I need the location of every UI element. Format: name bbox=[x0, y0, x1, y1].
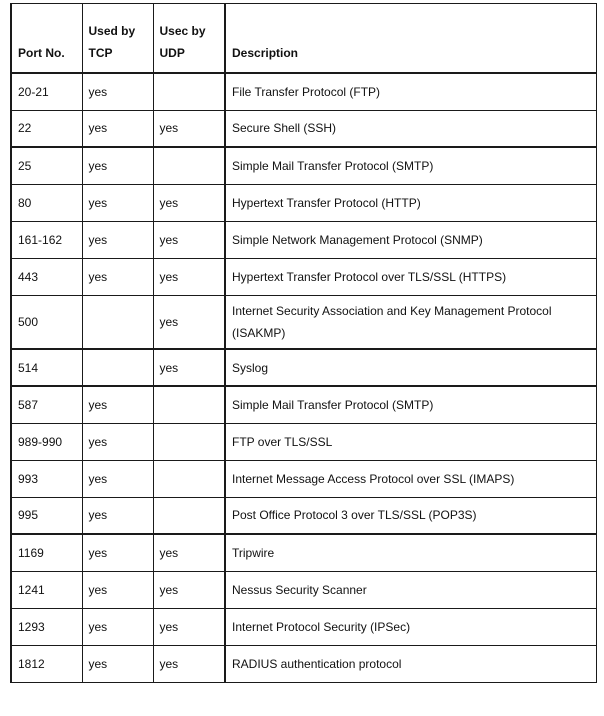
cell-used-by-udp: yes bbox=[153, 258, 225, 295]
cell-port-no: 587 bbox=[11, 386, 82, 423]
table-row bbox=[11, 460, 596, 497]
cell-used-by-tcp: yes bbox=[82, 423, 153, 460]
table-row bbox=[11, 295, 596, 349]
cell-used-by-udp: yes bbox=[153, 608, 225, 645]
table-row bbox=[11, 608, 596, 645]
cell-description: Post Office Protocol 3 over TLS/SSL (POP3S) bbox=[225, 497, 596, 534]
header-description: Description bbox=[225, 4, 596, 74]
table-row bbox=[11, 110, 596, 147]
cell-description: Nessus Security Scanner bbox=[225, 571, 596, 608]
cell-description: Tripwire bbox=[225, 534, 596, 571]
cell-used-by-udp: yes bbox=[153, 571, 225, 608]
cell-port-no: 25 bbox=[11, 147, 82, 184]
cell-port-no: 1812 bbox=[11, 645, 82, 682]
cell-used-by-udp bbox=[153, 460, 225, 497]
cell-port-no: 161-162 bbox=[11, 221, 82, 258]
cell-description: FTP over TLS/SSL bbox=[225, 423, 596, 460]
cell-port-no: 995 bbox=[11, 497, 82, 534]
cell-description: Simple Network Management Protocol (SNMP) bbox=[225, 221, 596, 258]
cell-used-by-udp bbox=[153, 497, 225, 534]
cell-port-no: 1169 bbox=[11, 534, 82, 571]
cell-used-by-udp bbox=[153, 73, 225, 110]
cell-used-by-tcp: yes bbox=[82, 571, 153, 608]
cell-used-by-tcp: yes bbox=[82, 73, 153, 110]
cell-used-by-tcp: yes bbox=[82, 460, 153, 497]
cell-used-by-udp bbox=[153, 423, 225, 460]
cell-used-by-udp: yes bbox=[153, 184, 225, 221]
cell-used-by-udp: yes bbox=[153, 534, 225, 571]
table-row bbox=[11, 258, 596, 295]
header-row bbox=[11, 4, 596, 74]
cell-used-by-tcp: yes bbox=[82, 184, 153, 221]
cell-port-no: 514 bbox=[11, 349, 82, 386]
table-row bbox=[11, 386, 596, 423]
table-header bbox=[11, 4, 596, 74]
cell-used-by-tcp bbox=[82, 349, 153, 386]
header-used-by-tcp: Used by TCP bbox=[82, 4, 153, 74]
cell-used-by-tcp: yes bbox=[82, 645, 153, 682]
cell-used-by-udp bbox=[153, 386, 225, 423]
cell-used-by-udp: yes bbox=[153, 221, 225, 258]
cell-description: Internet Message Access Protocol over SSL (IMAPS) bbox=[225, 460, 596, 497]
table-body bbox=[11, 73, 596, 682]
cell-description: RADIUS authentication protocol bbox=[225, 645, 596, 682]
cell-used-by-tcp: yes bbox=[82, 608, 153, 645]
cell-used-by-tcp: yes bbox=[82, 386, 153, 423]
table-row bbox=[11, 423, 596, 460]
cell-description: Internet Protocol Security (IPSec) bbox=[225, 608, 596, 645]
cell-description: Hypertext Transfer Protocol over TLS/SSL (HTTPS) bbox=[225, 258, 596, 295]
cell-used-by-tcp: yes bbox=[82, 258, 153, 295]
header-used-by-udp: Usec by UDP bbox=[153, 4, 225, 74]
cell-description: Internet Security Association and Key Management Protocol (ISAKMP) bbox=[225, 295, 596, 349]
cell-used-by-udp: yes bbox=[153, 349, 225, 386]
table-row bbox=[11, 73, 596, 110]
table-row bbox=[11, 534, 596, 571]
cell-port-no: 22 bbox=[11, 110, 82, 147]
cell-used-by-tcp: yes bbox=[82, 147, 153, 184]
cell-used-by-udp bbox=[153, 147, 225, 184]
table-row bbox=[11, 221, 596, 258]
cell-used-by-tcp: yes bbox=[82, 110, 153, 147]
cell-port-no: 1241 bbox=[11, 571, 82, 608]
cell-used-by-udp: yes bbox=[153, 295, 225, 349]
cell-description: Secure Shell (SSH) bbox=[225, 110, 596, 147]
cell-port-no: 500 bbox=[11, 295, 82, 349]
cell-port-no: 989-990 bbox=[11, 423, 82, 460]
table-row bbox=[11, 184, 596, 221]
cell-port-no: 1293 bbox=[11, 608, 82, 645]
cell-port-no: 80 bbox=[11, 184, 82, 221]
cell-port-no: 443 bbox=[11, 258, 82, 295]
cell-used-by-udp: yes bbox=[153, 645, 225, 682]
table-row bbox=[11, 349, 596, 386]
cell-description: Simple Mail Transfer Protocol (SMTP) bbox=[225, 386, 596, 423]
table-row bbox=[11, 147, 596, 184]
table-row bbox=[11, 645, 596, 682]
cell-description: Syslog bbox=[225, 349, 596, 386]
cell-description: Simple Mail Transfer Protocol (SMTP) bbox=[225, 147, 596, 184]
cell-used-by-tcp: yes bbox=[82, 221, 153, 258]
cell-used-by-tcp bbox=[82, 295, 153, 349]
cell-description: File Transfer Protocol (FTP) bbox=[225, 73, 596, 110]
table-row bbox=[11, 497, 596, 534]
header-port-no: Port No. bbox=[11, 4, 82, 74]
cell-port-no: 20-21 bbox=[11, 73, 82, 110]
port-table-container bbox=[10, 3, 597, 683]
cell-description: Hypertext Transfer Protocol (HTTP) bbox=[225, 184, 596, 221]
port-table bbox=[10, 3, 597, 683]
cell-port-no: 993 bbox=[11, 460, 82, 497]
cell-used-by-tcp: yes bbox=[82, 534, 153, 571]
table-row bbox=[11, 571, 596, 608]
cell-used-by-udp: yes bbox=[153, 110, 225, 147]
cell-used-by-tcp: yes bbox=[82, 497, 153, 534]
